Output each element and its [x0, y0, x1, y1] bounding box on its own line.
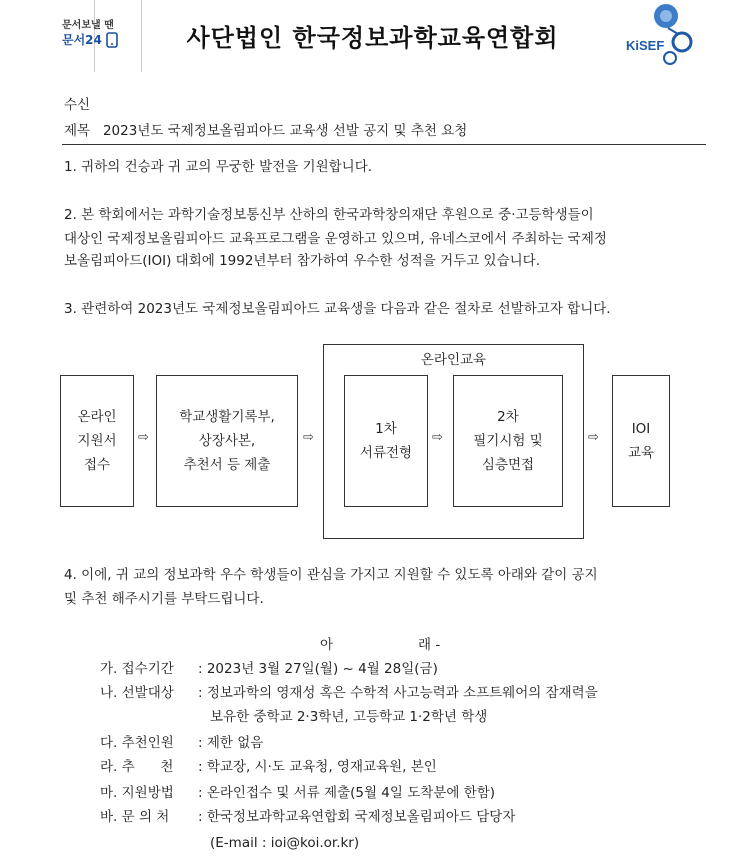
step-line: 1차: [375, 421, 397, 437]
subject-text: 2023년도 국제정보올림피아드 교육생 선발 공지 및 추천 요청: [102, 123, 468, 139]
recipient-label: 수신: [64, 97, 91, 113]
online-education-label: 온라인교육: [420, 352, 487, 368]
item-label: [100, 758, 173, 776]
kisef-wordmark: KiSEF: [626, 38, 665, 53]
paragraph-2-line-2: 대상인 국제정보올림피아드 교육프로그램을 운영하고 있으며, 유네스코에서 주최하는 국제정: [64, 231, 607, 247]
subject-divider: [62, 144, 706, 145]
item-value: : 정보과학의 영재성 혹은 수학적 사고능력과 소프트웨어의 잠재력을: [198, 685, 598, 701]
paragraph-3: 3. 관련하여 2023년도 국제정보올림피아드 교육생을 다음과 같은 절차로 선발하고자 합니다.: [64, 301, 611, 317]
step-line: 추천서 등 제출: [183, 457, 271, 473]
subject-line: [64, 122, 467, 140]
step-line: 학교생활기록부,: [179, 409, 275, 425]
organization-title: 사단법인 한국정보과학교육연합회: [186, 24, 559, 52]
step-line: 심층면접: [481, 457, 535, 473]
item-value: : 2023년 3월 27일(월) ~ 4월 28일(금): [198, 661, 438, 677]
item-label: 마. 지원방법: [100, 785, 174, 801]
step-line: 교육: [627, 445, 655, 461]
item-value: : 제한 없음: [198, 735, 264, 751]
step-line: 필기시험 및: [473, 433, 543, 449]
step-line: 온라인: [77, 409, 117, 425]
step-line: 접수: [83, 457, 111, 473]
below-heading-right: 래 -: [418, 637, 441, 653]
below-heading-left: 아: [320, 637, 334, 653]
item-label: 바. 문 의 처: [100, 809, 170, 825]
paragraph-1: 1. 귀하의 건승과 귀 교의 무궁한 발전을 기원합니다.: [64, 159, 373, 175]
flow-step-second-round: [453, 375, 563, 507]
logo-tagline: 문서보낼 땐: [62, 20, 114, 31]
logo-name: 문서24: [62, 33, 102, 47]
flow-arrow-icon: ⇨: [432, 430, 443, 445]
step-line: 상장사본,: [198, 433, 256, 449]
paragraph-2-line-1: 2. 본 학회에서는 과학기술정보통신부 산하의 한국과학창의재단 후원으로 중·고등학생들이: [64, 207, 594, 223]
item-value: : 온라인접수 및 서류 제출(5월 4일 도착분에 한함): [198, 785, 496, 801]
flow-step-documents: [156, 375, 298, 507]
kisef-emblem-icon: [620, 0, 710, 72]
subject-label: 제목: [64, 123, 91, 139]
flow-step-apply: [60, 375, 134, 507]
step-line: 서류전형: [359, 445, 413, 461]
step-line: 지원서: [77, 433, 117, 449]
step-line: IOI: [631, 421, 651, 437]
item-label-text: 라. 추 천: [100, 759, 174, 775]
flow-step-ioi: [612, 375, 670, 507]
paragraph-4-line-1: 4. 이에, 귀 교의 정보과학 우수 학생들이 관심을 가지고 지원할 수 있도록 아래와 같이 공지: [64, 567, 598, 583]
step-line: 2차: [497, 409, 519, 425]
contact-email: (E-mail : ioi@koi.or.kr): [210, 835, 360, 851]
item-label: 다. 추천인원: [100, 735, 174, 751]
item-label: 나. 선발대상: [100, 685, 174, 701]
paragraph-2-line-3: 보올림피아드(IOI) 대회에 1992년부터 참가하여 우수한 성적을 거두고 있습니다.: [64, 253, 540, 269]
flow-arrow-icon: ⇨: [303, 430, 314, 445]
paragraph-4-line-2: 및 추천 해주시기를 부탁드립니다.: [64, 591, 264, 607]
flow-step-first-round: [344, 375, 428, 507]
flow-arrow-icon: ⇨: [138, 430, 149, 445]
item-label: 가. 접수기간: [100, 661, 174, 677]
item-value-continued: 보유한 중학교 2·3학년, 고등학교 1·2학년 학생: [210, 709, 488, 725]
item-value: : 한국정보과학교육연합회 국제정보올림피아드 담당자: [198, 809, 516, 825]
item-value: : 학교장, 시·도 교육청, 영재교육원, 본인: [198, 759, 437, 775]
flow-arrow-icon: ⇨: [588, 430, 599, 445]
kisef-logo: [620, 0, 710, 72]
